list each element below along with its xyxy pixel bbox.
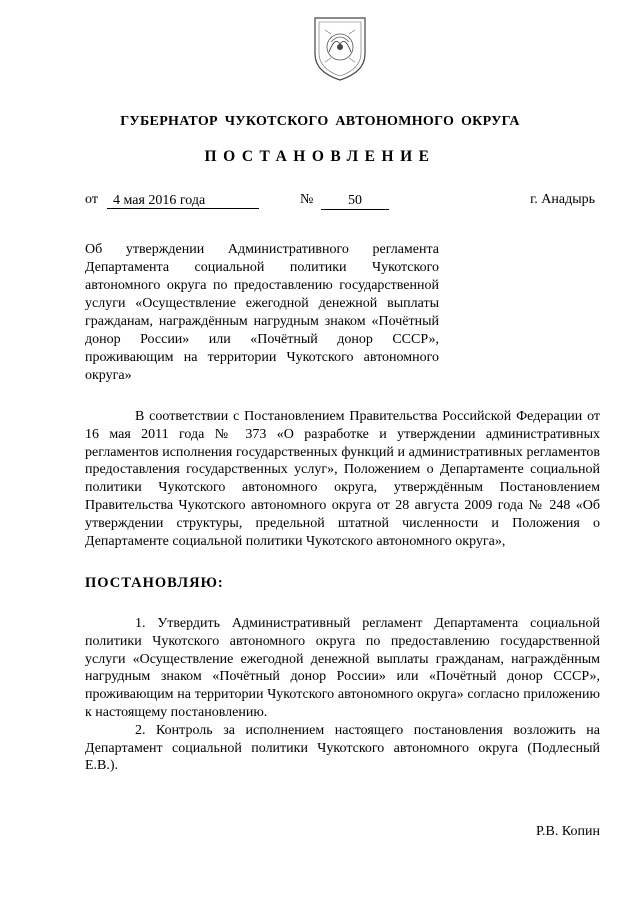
document-date: 4 мая 2016 года [107, 192, 259, 209]
preamble-text: В соответствии с Постановлением Правительства Российской Федерации от 16 мая 2011 года № 373 «О разработке и утверждении административных регламентов исполнения государственных функций и административных регламентов предоставления государственных услуг», Положением о Департаменте социальной политики Чукотского автономного округа, утверждённым Постановлением Правительства Чукотского автономного округа от 28 августа 2009 года № 248 «Об утверждении структуры, предельной штатной численности и Положения о Департаменте социальной политики Чукотского автономного округа», [85, 409, 600, 549]
decree-heading: ПОСТАНОВЛЯЮ: [85, 575, 224, 591]
document-number: 50 [321, 192, 389, 210]
document-subject [85, 241, 439, 385]
decree-item-1: 1. Утвердить Административный регламент Департамента социальной политики Чукотского автономного округа по предоставлению государственной услуги «Осуществление ежегодной денежной выплаты гражданам, награждённым нагрудным знаком «Почётный донор России» или «Почётный донор СССР», проживающим на территории Чукотского автономного округа» согласно приложению к настоящему постановлению. [85, 616, 600, 720]
preamble [85, 408, 600, 550]
document-place: г. Анадырь [530, 192, 595, 207]
organization-title: ГУБЕРНАТОР ЧУКОТСКОГО АВТОНОМНОГО ОКРУГА [120, 114, 520, 129]
document-meta-row [85, 192, 595, 214]
document-type-title: ПОСТАНОВЛЕНИЕ [204, 148, 436, 165]
coat-of-arms-emblem [309, 14, 371, 82]
signature: Р.В. Копин [536, 824, 600, 839]
date-prefix: от [85, 192, 98, 207]
decree-item-2: 2. Контроль за исполнением настоящего постановления возложить на Департамент социальной политики Чукотского автономного округа (Подлесный Е.В.). [85, 722, 600, 774]
document-subject-text: Об утверждении Административного регламента Департамента социальной политики Чукотского автономного округа по предоставлению государственной услуги «Осуществление ежегодной денежной выплаты гражданам, награждённым нагрудным знаком «Почётный донор России» или «Почётный донор СССР», проживающим на территории Чукотского автономного округа» [85, 242, 439, 383]
number-sign: № [300, 192, 314, 207]
decree-items [85, 615, 600, 775]
